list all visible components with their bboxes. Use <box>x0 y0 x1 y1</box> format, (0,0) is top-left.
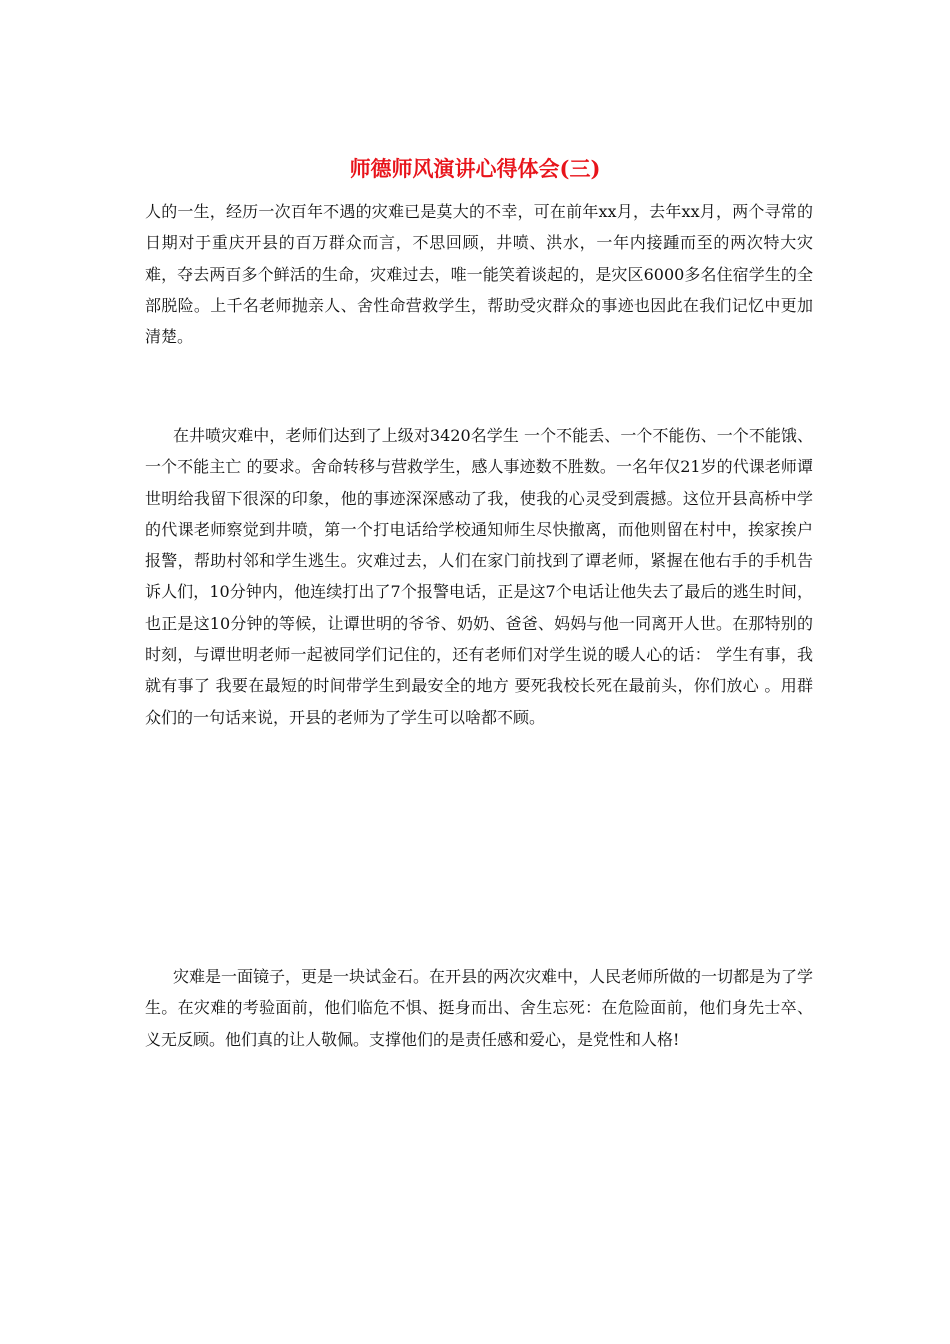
paragraph-3: 灾难是一面镜子，更是一块试金石。在开县的两次灾难中，人民老师所做的一切都是为了学生。在灾难的考验面前，他们临危不惧、挺身而出、舍生忘死：在危险面前，他们身先士卒、义无反顾。他们真的让人敬佩。支撑他们的是责任感和爱心，是党性和人格! <box>145 967 814 1049</box>
paragraph-1: 人的一生，经历一次百年不遇的灾难已是莫大的不幸，可在前年xx月，去年xx月，两个寻常的日期对于重庆开县的百万群众而言，不思回顾，井喷、洪水，一年内接踵而至的两次特大灾难，夺去两百多个鲜活的生命，灾难过去，唯一能笑着谈起的，是灾区6000多名住宿学生的全部脱险。上千名老师抛亲人、舍性命营救学生，帮助受灾群众的事迹也因此在我们记忆中更加清楚。 <box>145 202 813 347</box>
paragraph-2: 在井喷灾难中，老师们达到了上级对3420名学生 一个不能丢、一个不能伤、一个不能饿、一个不能主亡 的要求。舍命转移与营救学生，感人事迹数不胜数。一名年仅21岁的代课老师谭世明给我留下很深的印象，他的事迹深深感动了我，使我的心灵受到震撼。这位开县高桥中学的代课老师察觉到井喷，第一个打电话给学校通知师生尽快撤离，而他则留在村中，挨家挨户报警，帮助村邻和学生逃生。灾难过去，人们在家门前找到了谭老师，紧握在他右手的手机告诉人们，10分钟内，他连续打出了7个报警电话，正是这7个电话让他失去了最后的逃生时间，也正是这10分钟的等候，让谭世明的爷爷、奶奶、爸爸、妈妈与他一同离开人世。在那特别的时刻，与谭世明老师一起被同学们记住的，还有老师们对学生说的暖人心的话： 学生有事，我就有事了 我要在最短的时间带学生到最安全的地方 要死我校长死在最前头，你们放心 。用群众们的一句话来说，开县的老师为了学生可以啥都不顾。 <box>145 426 813 727</box>
page-title: 师德师风演讲心得体会(三) <box>349 156 601 181</box>
